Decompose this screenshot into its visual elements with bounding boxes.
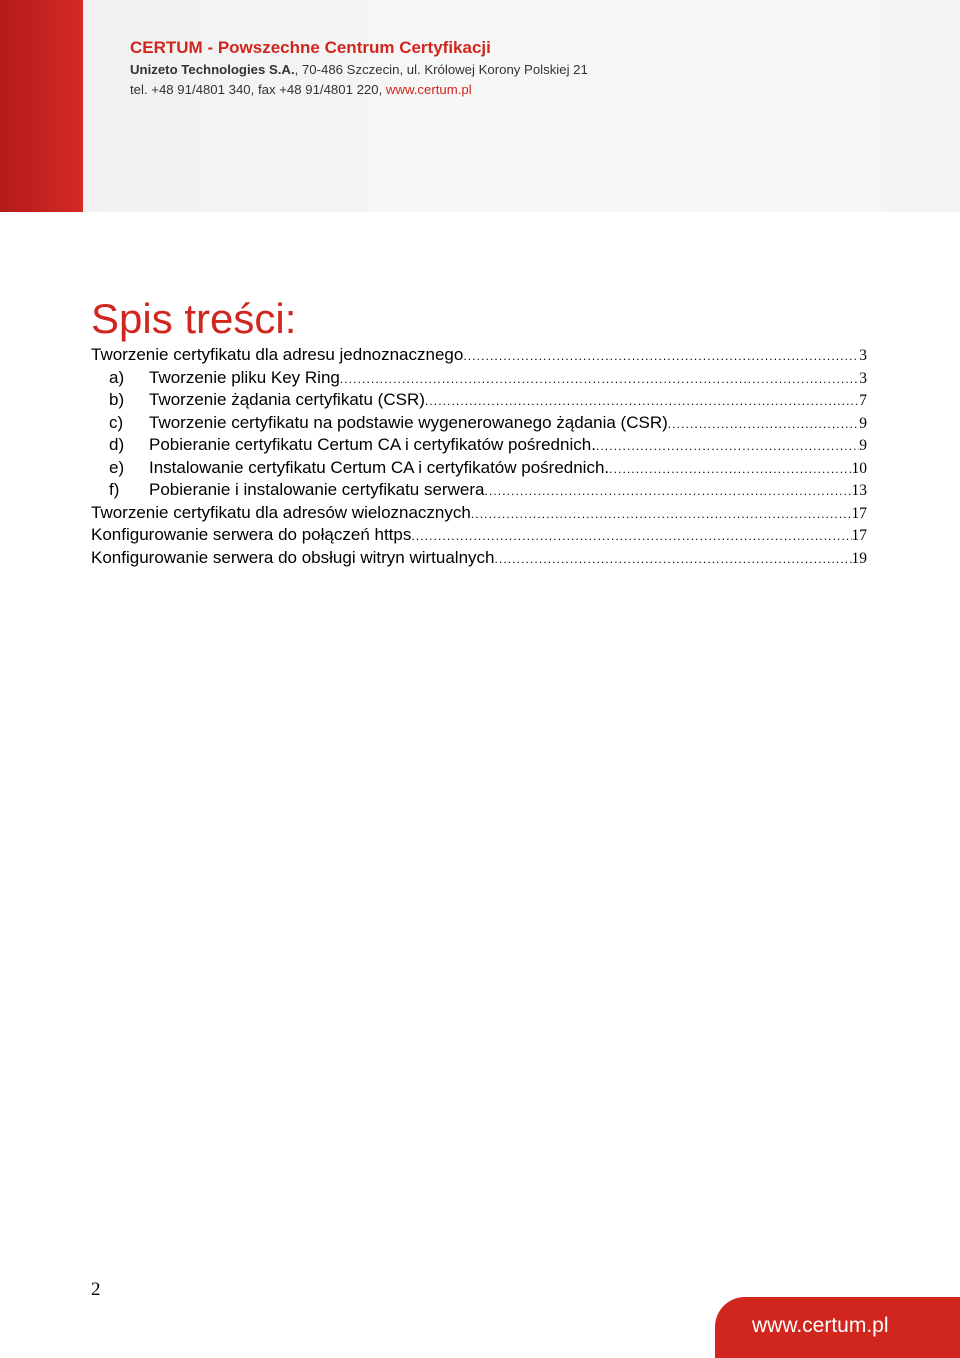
toc-dot-leader bbox=[463, 345, 859, 368]
toc-entry-letter: c) bbox=[109, 412, 124, 432]
toc-entry[interactable] bbox=[91, 367, 867, 390]
toc-dot-leader bbox=[609, 458, 851, 481]
toc-entry-page: 9 bbox=[859, 414, 867, 432]
page-number: 2 bbox=[91, 1279, 101, 1300]
toc-title: Spis treści: bbox=[91, 295, 297, 342]
toc-entry[interactable] bbox=[91, 389, 867, 412]
toc-entry-text: Tworzenie żądania certyfikatu (CSR) bbox=[149, 390, 425, 409]
company-legal-name: Unizeto Technologies S.A. bbox=[130, 62, 295, 77]
toc-entry-text: Konfigurowanie serwera do połączeń https bbox=[91, 525, 412, 544]
toc-entry-letter: d) bbox=[109, 435, 125, 454]
toc-entry-text: Pobieranie certyfikatu Certum CA i certyfikatów pośrednich. bbox=[149, 435, 596, 454]
toc-entry[interactable] bbox=[91, 502, 867, 525]
toc-entry-text: Tworzenie certyfikatu na podstawie wygenerowanego żądania (CSR) bbox=[149, 412, 668, 432]
toc-entry-letter: b) bbox=[109, 390, 125, 409]
toc-dot-leader bbox=[471, 503, 852, 526]
toc-entry-page: 7 bbox=[859, 392, 867, 409]
toc-entry-letter: a) bbox=[109, 367, 125, 387]
footer-website-link[interactable]: www.certum.pl bbox=[752, 1314, 889, 1337]
toc-entry[interactable] bbox=[91, 479, 867, 502]
header-website-link[interactable]: www.certum.pl bbox=[385, 82, 472, 97]
street-address: , 70-486 Szczecin, ul. Królowej Korony Polskiej 21 bbox=[294, 62, 588, 77]
toc-entry-text: Tworzenie certyfikatu dla adresu jednoznacznego bbox=[91, 345, 464, 364]
toc-entry-letter: f) bbox=[109, 480, 120, 499]
toc-entry-page: 17 bbox=[851, 527, 867, 544]
toc-entry[interactable] bbox=[91, 457, 867, 480]
toc-entry-text: Pobieranie i instalowanie certyfikatu serwera bbox=[149, 480, 485, 499]
toc-entry-text: Tworzenie certyfikatu dla adresów wieloznacznych bbox=[91, 502, 471, 522]
header-red-bar bbox=[0, 0, 83, 212]
toc-entry[interactable] bbox=[91, 434, 867, 457]
toc-dot-leader bbox=[596, 435, 859, 458]
phone-fax: tel. +48 91/4801 340, fax +48 91/4801 220, bbox=[130, 82, 386, 97]
toc-entry-text: Tworzenie pliku Key Ring bbox=[149, 367, 340, 387]
toc-entry[interactable] bbox=[91, 547, 867, 570]
toc-entry[interactable] bbox=[91, 412, 867, 435]
toc-dot-leader bbox=[340, 368, 859, 391]
toc-dot-leader bbox=[668, 413, 859, 436]
toc-entry-page: 17 bbox=[851, 504, 867, 522]
toc-entry-page: 3 bbox=[859, 347, 867, 364]
toc-entry-page: 19 bbox=[851, 549, 867, 567]
company-name: CERTUM - Powszechne Centrum Certyfikacji bbox=[130, 38, 491, 57]
toc-entry-page: 13 bbox=[851, 482, 867, 499]
toc-entry-text: Konfigurowanie serwera do obsługi witryn wirtualnych bbox=[91, 547, 495, 567]
toc-entry-text: Instalowanie certyfikatu Certum CA i certyfikatów pośrednich. bbox=[149, 457, 610, 477]
contact-info bbox=[130, 82, 472, 97]
toc-entry[interactable] bbox=[91, 524, 867, 547]
toc-dot-leader bbox=[411, 525, 851, 548]
toc-dot-leader bbox=[494, 548, 851, 571]
toc-entry-page: 10 bbox=[851, 459, 867, 477]
toc-entry[interactable] bbox=[91, 344, 867, 367]
toc-entry-page: 9 bbox=[859, 437, 867, 454]
header-band bbox=[83, 0, 960, 212]
toc-entry-letter: e) bbox=[109, 457, 125, 477]
toc-dot-leader bbox=[425, 390, 859, 413]
company-address bbox=[130, 62, 588, 77]
toc-dot-leader bbox=[484, 480, 851, 503]
toc-entry-page: 3 bbox=[859, 369, 867, 387]
table-of-contents bbox=[91, 344, 867, 569]
